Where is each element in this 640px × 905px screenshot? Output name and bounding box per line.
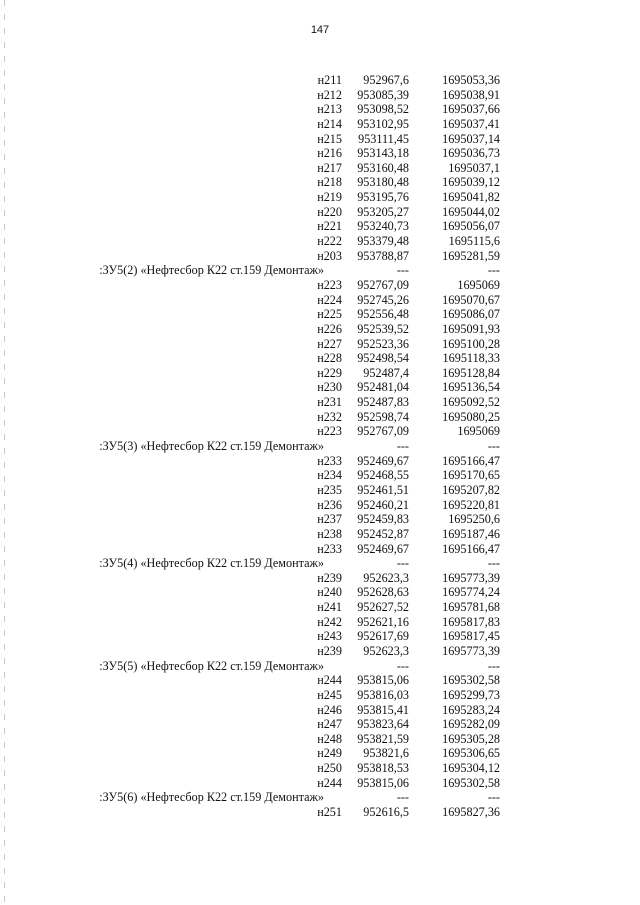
x-coordinate: 952461,51 [357, 482, 409, 497]
x-coordinate: 953085,39 [357, 87, 409, 102]
x-coordinate: 952468,55 [357, 468, 409, 483]
x-coordinate: 952469,67 [357, 453, 409, 468]
table-row [80, 278, 500, 293]
table-row [80, 732, 500, 747]
y-coordinate: 1695080,25 [442, 409, 500, 424]
point-id: н230 [317, 380, 342, 395]
point-id: н239 [317, 643, 342, 658]
x-coordinate: 952616,5 [363, 805, 409, 820]
point-id: н245 [317, 687, 342, 702]
point-id: н241 [317, 600, 342, 615]
y-coordinate: 1695166,47 [442, 453, 500, 468]
y-coordinate: 1695100,28 [442, 336, 500, 351]
y-coordinate: 1695220,81 [442, 497, 500, 512]
y-coordinate: 1695773,39 [442, 643, 500, 658]
x-coordinate: 953180,48 [357, 175, 409, 190]
x-coordinate: 952598,74 [357, 409, 409, 424]
x-coordinate: 952745,26 [357, 292, 409, 307]
point-id: н248 [317, 731, 342, 746]
y-coordinate: 1695781,68 [442, 600, 500, 615]
y-coordinate: 1695817,45 [442, 629, 500, 644]
y-coordinate: 1695070,67 [442, 292, 500, 307]
table-row [80, 190, 500, 205]
x-coordinate: 952469,67 [357, 541, 409, 556]
y-coordinate: 1695044,02 [442, 204, 500, 219]
table-row [80, 132, 500, 147]
table-row [80, 410, 500, 425]
table-row [80, 73, 500, 88]
x-placeholder: --- [396, 556, 409, 571]
y-coordinate: 1695302,58 [442, 673, 500, 688]
x-coordinate: 953788,87 [357, 248, 409, 263]
y-placeholder: --- [487, 439, 500, 454]
x-coordinate: 953240,73 [357, 219, 409, 234]
x-coordinate: 952767,09 [357, 277, 409, 292]
table-row [80, 703, 500, 718]
x-coordinate: 952967,6 [363, 73, 409, 87]
x-placeholder: --- [396, 439, 409, 454]
y-coordinate: 1695037,41 [442, 116, 500, 131]
table-row [80, 293, 500, 308]
point-id: н224 [317, 292, 342, 307]
point-id: н231 [317, 395, 342, 410]
table-row [80, 146, 500, 161]
x-coordinate: 953821,59 [357, 731, 409, 746]
x-coordinate: 952539,52 [357, 321, 409, 336]
x-coordinate: 952617,69 [357, 629, 409, 644]
point-id: н223 [317, 277, 342, 292]
x-coordinate: 953815,06 [357, 673, 409, 688]
point-id: н236 [317, 497, 342, 512]
y-coordinate: 1695281,59 [442, 248, 500, 263]
point-id: н250 [317, 761, 342, 776]
x-coordinate: 953098,52 [357, 102, 409, 117]
section-label: :ЗУ5(4) «Нефтесбор К22 ст.159 Демонтаж» [99, 556, 324, 571]
x-coordinate: 953205,27 [357, 204, 409, 219]
y-coordinate: 1695041,82 [442, 190, 500, 205]
x-coordinate: 952487,83 [357, 395, 409, 410]
point-id: н211 [317, 73, 342, 87]
table-row [80, 337, 500, 352]
x-coordinate: 953815,06 [357, 775, 409, 790]
point-id: н249 [317, 746, 342, 761]
y-coordinate: 1695069 [457, 424, 500, 439]
y-coordinate: 1695305,28 [442, 731, 500, 746]
point-id: н235 [317, 482, 342, 497]
x-coordinate: 952460,21 [357, 497, 409, 512]
y-coordinate: 1695136,54 [442, 380, 500, 395]
point-id: н243 [317, 629, 342, 644]
scan-edge [4, 0, 5, 905]
table-row [80, 673, 500, 688]
x-coordinate: 953195,76 [357, 190, 409, 205]
point-id: н239 [317, 570, 342, 585]
x-coordinate: 952623,3 [363, 643, 409, 658]
y-placeholder: --- [487, 263, 500, 278]
point-id: н242 [317, 614, 342, 629]
coordinate-table [80, 73, 500, 820]
point-id: н233 [317, 453, 342, 468]
x-placeholder: --- [396, 263, 409, 278]
table-row [80, 542, 500, 557]
y-coordinate: 1695304,12 [442, 761, 500, 776]
point-id: н213 [317, 102, 342, 117]
table-row [80, 468, 500, 483]
table-row [80, 454, 500, 469]
table-row [80, 102, 500, 117]
y-coordinate: 1695207,82 [442, 482, 500, 497]
y-placeholder: --- [487, 658, 500, 673]
x-coordinate: 952452,87 [357, 526, 409, 541]
table-row [80, 644, 500, 659]
table-row [80, 805, 500, 820]
point-id: н221 [317, 219, 342, 234]
x-coordinate: 953160,48 [357, 160, 409, 175]
x-coordinate: 953821,6 [363, 746, 409, 761]
point-id: н218 [317, 175, 342, 190]
y-coordinate: 1695037,1 [448, 160, 500, 175]
y-coordinate: 1695187,46 [442, 526, 500, 541]
x-coordinate: 953815,41 [357, 702, 409, 717]
table-row [80, 117, 500, 132]
y-coordinate: 1695086,07 [442, 307, 500, 322]
x-coordinate: 953816,03 [357, 687, 409, 702]
table-row [80, 483, 500, 498]
point-id: н216 [317, 146, 342, 161]
point-id: н240 [317, 585, 342, 600]
section-label: :ЗУ5(3) «Нефтесбор К22 ст.159 Демонтаж» [99, 439, 324, 454]
point-id: н246 [317, 702, 342, 717]
table-row [80, 175, 500, 190]
point-id: н215 [317, 131, 342, 146]
x-coordinate: 952487,4 [363, 365, 409, 380]
y-coordinate: 1695302,58 [442, 775, 500, 790]
x-coordinate: 953143,18 [357, 146, 409, 161]
y-coordinate: 1695299,73 [442, 687, 500, 702]
y-coordinate: 1695128,84 [442, 365, 500, 380]
section-header-row [80, 556, 500, 571]
y-coordinate: 1695166,47 [442, 541, 500, 556]
table-row [80, 366, 500, 381]
y-coordinate: 1695115,6 [448, 234, 500, 249]
x-coordinate: 953823,64 [357, 717, 409, 732]
point-id: н238 [317, 526, 342, 541]
table-row [80, 234, 500, 249]
y-placeholder: --- [487, 790, 500, 805]
point-id: н244 [317, 673, 342, 688]
table-row [80, 219, 500, 234]
table-row [80, 527, 500, 542]
section-label: :ЗУ5(5) «Нефтесбор К22 ст.159 Демонтаж» [99, 658, 324, 673]
x-coordinate: 952459,83 [357, 512, 409, 527]
section-label: :ЗУ5(2) «Нефтесбор К22 ст.159 Демонтаж» [99, 263, 324, 278]
point-id: н222 [317, 234, 342, 249]
section-header-row [80, 790, 500, 805]
y-coordinate: 1695170,65 [442, 468, 500, 483]
y-coordinate: 1695092,52 [442, 395, 500, 410]
y-coordinate: 1695306,65 [442, 746, 500, 761]
section-header-row [80, 263, 500, 278]
x-placeholder: --- [396, 658, 409, 673]
table-row [80, 585, 500, 600]
y-coordinate: 1695827,36 [442, 805, 500, 820]
table-row [80, 776, 500, 791]
y-placeholder: --- [487, 556, 500, 571]
x-coordinate: 952523,36 [357, 336, 409, 351]
point-id: н203 [317, 248, 342, 263]
table-row [80, 307, 500, 322]
table-row [80, 380, 500, 395]
point-id: н237 [317, 512, 342, 527]
y-coordinate: 1695250,6 [448, 512, 500, 527]
point-id: н234 [317, 468, 342, 483]
point-id: н220 [317, 204, 342, 219]
x-coordinate: 952628,63 [357, 585, 409, 600]
y-coordinate: 1695053,36 [442, 73, 500, 87]
table-row [80, 761, 500, 776]
table-row [80, 351, 500, 366]
x-placeholder: --- [396, 790, 409, 805]
point-id: н251 [317, 805, 342, 820]
table-row [80, 498, 500, 513]
y-coordinate: 1695038,91 [442, 87, 500, 102]
point-id: н228 [317, 351, 342, 366]
y-coordinate: 1695039,12 [442, 175, 500, 190]
point-id: н212 [317, 87, 342, 102]
point-id: н233 [317, 541, 342, 556]
section-header-row [80, 659, 500, 674]
y-coordinate: 1695037,66 [442, 102, 500, 117]
x-coordinate: 952498,54 [357, 351, 409, 366]
x-coordinate: 952623,3 [363, 570, 409, 585]
table-row [80, 322, 500, 337]
point-id: н225 [317, 307, 342, 322]
x-coordinate: 952621,16 [357, 614, 409, 629]
x-coordinate: 953818,53 [357, 761, 409, 776]
table-row [80, 88, 500, 103]
table-row [80, 395, 500, 410]
x-coordinate: 952556,48 [357, 307, 409, 322]
table-row [80, 746, 500, 761]
x-coordinate: 953379,48 [357, 234, 409, 249]
table-row [80, 161, 500, 176]
y-coordinate: 1695282,09 [442, 717, 500, 732]
point-id: н223 [317, 424, 342, 439]
y-coordinate: 1695069 [457, 277, 500, 292]
table-row [80, 424, 500, 439]
y-coordinate: 1695774,24 [442, 585, 500, 600]
point-id: н232 [317, 409, 342, 424]
table-row [80, 512, 500, 527]
table-row [80, 571, 500, 586]
section-header-row [80, 439, 500, 454]
point-id: н227 [317, 336, 342, 351]
point-id: н247 [317, 717, 342, 732]
x-coordinate: 952481,04 [357, 380, 409, 395]
table-row [80, 615, 500, 630]
point-id: н214 [317, 116, 342, 131]
table-row [80, 600, 500, 615]
section-label: :ЗУ5(6) «Нефтесбор К22 ст.159 Демонтаж» [99, 790, 324, 805]
table-row [80, 205, 500, 220]
point-id: н244 [317, 775, 342, 790]
y-coordinate: 1695817,83 [442, 614, 500, 629]
table-row [80, 688, 500, 703]
point-id: н217 [317, 160, 342, 175]
y-coordinate: 1695118,33 [442, 351, 500, 366]
point-id: н219 [317, 190, 342, 205]
y-coordinate: 1695091,93 [442, 321, 500, 336]
y-coordinate: 1695773,39 [442, 570, 500, 585]
x-coordinate: 953102,95 [357, 116, 409, 131]
y-coordinate: 1695037,14 [442, 131, 500, 146]
page-number: 147 [310, 24, 330, 36]
table-row [80, 717, 500, 732]
y-coordinate: 1695056,07 [442, 219, 500, 234]
y-coordinate: 1695036,73 [442, 146, 500, 161]
table-row [80, 629, 500, 644]
x-coordinate: 952767,09 [357, 424, 409, 439]
x-coordinate: 953111,45 [358, 131, 409, 146]
table-row [80, 249, 500, 264]
point-id: н226 [317, 321, 342, 336]
point-id: н229 [317, 365, 342, 380]
y-coordinate: 1695283,24 [442, 702, 500, 717]
x-coordinate: 952627,52 [357, 600, 409, 615]
